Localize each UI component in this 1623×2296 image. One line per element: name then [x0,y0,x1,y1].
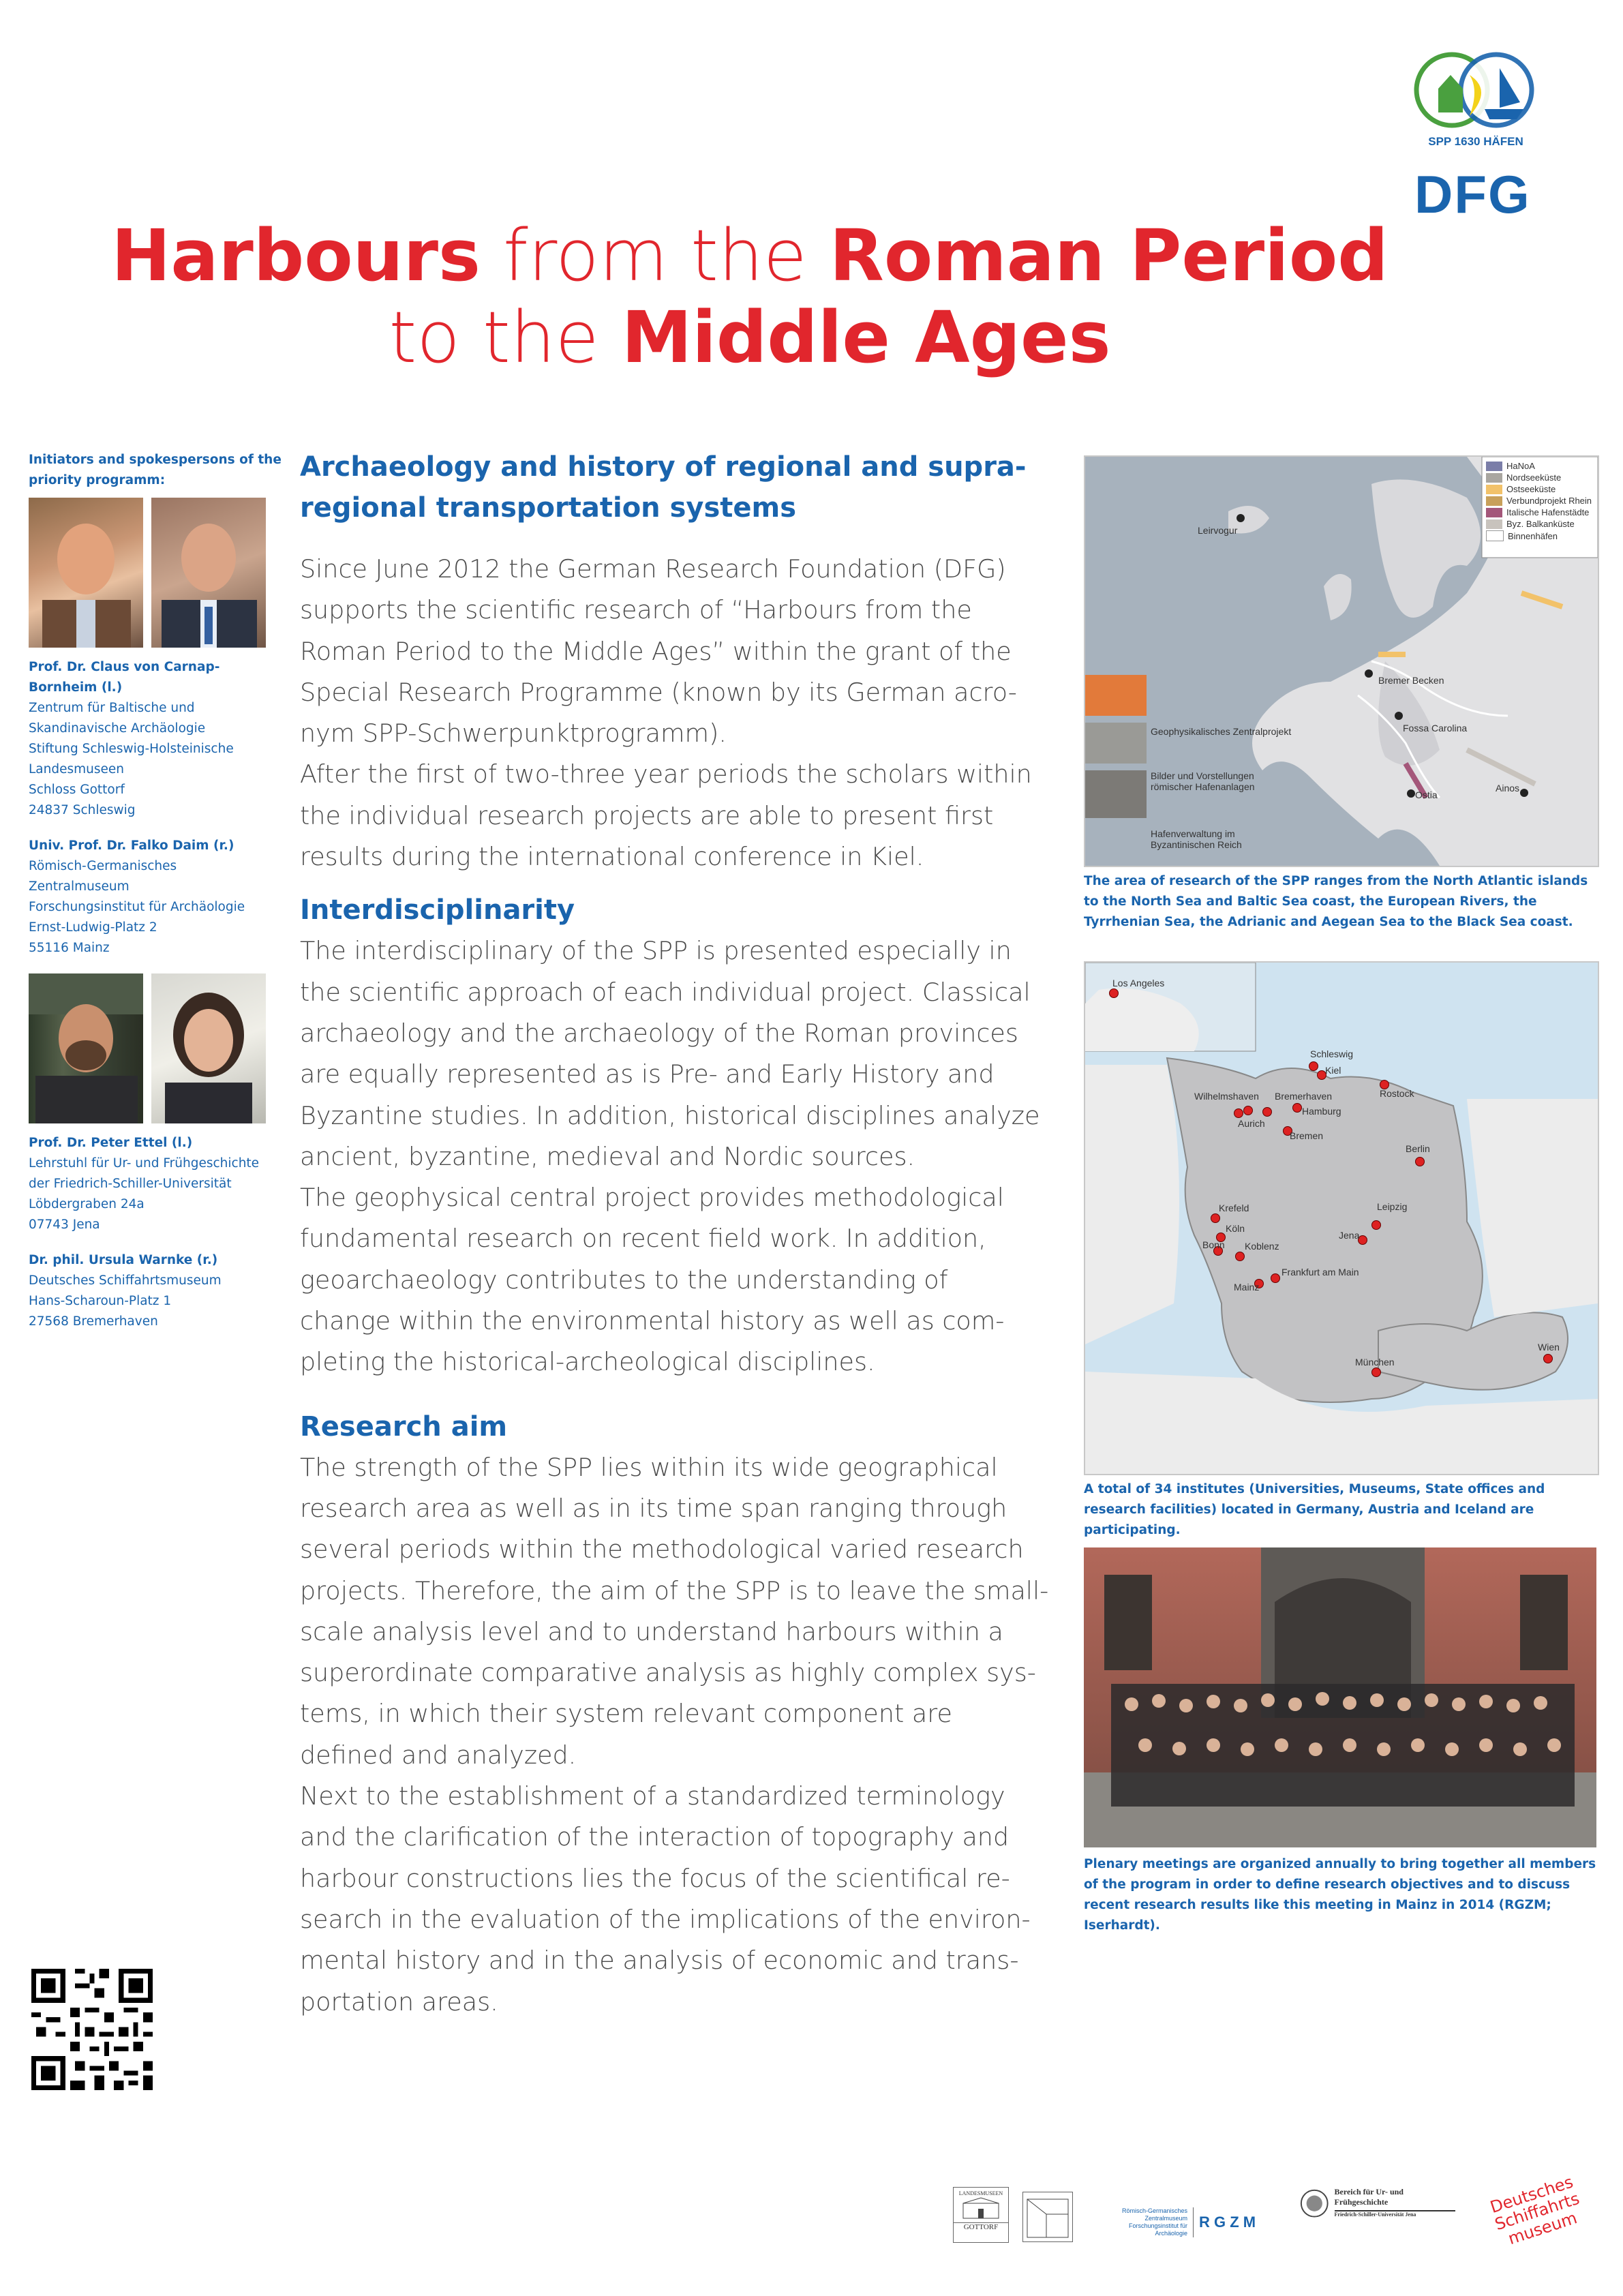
section-body: The strength of the SPP lies within its wide geographical research area as well as in its time span ranging through several periods within the methodological varied research projects. Therefore, the aim of the SPP is to leave the small- scale analysis level and to understand harbours within a superordinate comparative analysis as highly complex sys- tems, in which their system relevant component are defined and analyzed. Next to the establishment of a standardized terminology and the clarification of the interaction of topography and harbour constructions lies the focus of the scientifical re- search in the evaluation of the implications of the environ- mental history and in the analysis of economic and trans- portation areas. [300,1452,1049,2016]
map-city-label: München [1355,1357,1395,1368]
gottorf-logo-text: GOTTORF [954,2222,1008,2231]
portrait-photo [29,973,143,1123]
spp-logo [1411,48,1541,150]
map-inset-label: Hafenverwaltung im Byzantinischen Reich [1151,828,1242,850]
map-city-label: Berlin [1406,1143,1430,1154]
title-part: to the [389,296,622,379]
legend-label: Ostseeküste [1506,484,1556,494]
map-inset-label: Bilder und Vorstellungen römischer Hafenanlagen [1151,770,1255,792]
sidebar [29,450,288,1347]
person-line: Deutsches Schiffahrtsmuseum [29,1273,222,1288]
map-marker [1211,1213,1220,1223]
person-line: Römisch-Germanisches [29,859,177,873]
person-line: Zentrum für Baltische und [29,701,195,715]
person-entry [29,1133,288,1235]
figure-caption: Plenary meetings are organized annually to bring together all members of the program in order to define research objectives and to discuss recent research results like this meeting in Mainz in 2014 (RGZM; Iserhardt). [1084,1857,1596,1933]
map-place-label: Leirvogur [1198,525,1238,536]
person-entry [29,657,288,821]
jena-logo-title: Bereich für Ur- und Frühgeschichte [1334,2187,1404,2207]
section-heading: Archaeology and history of regional and supra- regional transportation systems [300,451,1027,524]
map-marker [1309,1061,1318,1071]
spp-logo-text: SPP 1630 HÄFEN [1428,135,1523,148]
figure-caption: A total of 34 institutes (Universities, Museums, State offices and research facilities) located in Germany, Austria and Iceland are participating. [1084,1482,1545,1537]
person-line: Hans-Scharoun-Platz 1 [29,1294,172,1308]
map-city-label: Jena [1339,1230,1360,1241]
map-legend [1486,461,1592,543]
map-marker [1243,1106,1253,1115]
portrait-photo [29,498,143,648]
person-name: Dr. phil. Ursula Warnke (r.) [29,1253,218,1267]
rgzm-logo-text: Römisch-Germanisches Zentralmuseum Forschungsinstitut für Archäologie [1112,2207,1194,2237]
map-city-label: Los Angeles [1112,978,1165,988]
map-city-label: Wilhelmshaven [1194,1091,1259,1102]
group-photo [1084,1547,1596,1847]
main-column [300,447,1063,2023]
map-city-label: Bremen [1290,1130,1324,1141]
jena-logo-subtitle: Friedrich-Schiller-Universität Jena [1335,2210,1455,2218]
legend-label: Byz. Balkanküste [1506,519,1575,529]
map-city-label: Hamburg [1302,1106,1341,1117]
map-city-label: Schleswig [1310,1048,1354,1059]
person-line: Zentralmuseum [29,879,130,894]
map-city-label: Krefeld [1219,1203,1249,1213]
map-marker [1543,1354,1553,1363]
map-marker [1271,1273,1280,1283]
section-heading: Interdisciplinarity [300,894,575,926]
photo-row-2 [29,973,288,1123]
map-marker [1292,1103,1302,1113]
germany-map [1084,961,1599,1475]
map-city-label: Mainz [1234,1282,1260,1293]
portrait-photo [151,498,266,648]
landesmuseen-box-logo [1022,2192,1073,2242]
map-marker [1415,1157,1425,1166]
legend-swatch [1486,519,1502,529]
person-line: Schloss Gottorf [29,783,125,797]
schiffahrtsmuseum-logo: Deutsches Schiffahrts museum [1487,2172,1582,2249]
person-name: Univ. Prof. Dr. Falko Daim (r.) [29,839,234,853]
gottorf-logo-top: LANDESMUSEEN [958,2190,1003,2196]
map-inset-label: Geophysikalisches Zentralprojekt [1151,726,1292,737]
legend-swatch [1486,508,1502,517]
section-body: The interdisciplinary of the SPP is presented especially in the scientific approach of each individual project. Classical archaeology and the archaeology of the Roman provinces are equally represented as is Pre- and Early History and Byzantine studies. In addition, historical disciplines analyze ancient, byzantine, medieval and Nordic sources. The geophysical central project provides methodological fundamental research on recent field work. In addition, geoarchaeology contributes to the understanding of change within the environmental history as well as com- pleting the historical-archeological disciplines. [300,936,1040,1377]
person-line: Ernst-Ludwig-Platz 2 [29,920,157,935]
map-city-label: Bonn [1202,1239,1225,1250]
university-seal-icon [1299,2187,1331,2228]
legend-swatch [1486,530,1504,541]
map-place-label: Ainos [1496,783,1520,794]
map-city-label: Kiel [1325,1065,1341,1076]
map-marker [1109,988,1119,998]
portrait-photo [151,973,266,1123]
person-line: 24837 Schleswig [29,803,136,817]
page-title [0,215,1500,378]
map-marker [1235,1252,1245,1261]
legend-swatch [1486,473,1502,483]
legend-label: Italische Hafenstädte [1506,507,1590,517]
map-city-label: Bremerhaven [1275,1091,1333,1102]
map-place-label: Ostia [1415,789,1438,800]
legend-label: Binnenhäfen [1508,530,1558,541]
person-line: 55116 Mainz [29,941,110,955]
map-city-label: Leipzig [1377,1201,1408,1212]
photo-row-1 [29,498,288,648]
person-line: Stiftung Schleswig-Holsteinische [29,742,234,756]
map-marker [1371,1368,1381,1377]
map-city-label: Koblenz [1245,1241,1279,1252]
legend-label: Verbundprojekt Rhein [1506,496,1592,506]
map-city-label: Aurich [1238,1118,1265,1129]
person-entry [29,836,288,958]
sidebar-heading: Initiators and spokespersons of the priority programm: [29,453,282,487]
rgzm-logo-mark: R G Z M [1199,2214,1256,2231]
map-city-label: Frankfurt am Main [1281,1267,1359,1278]
map-city-label: Rostock [1380,1088,1414,1099]
map-city-label: Köln [1226,1223,1245,1234]
person-line: Lehrstuhl für Ur- und Frühgeschichte [29,1156,260,1170]
map-place-label: Fossa Carolina [1403,723,1468,734]
rgzm-logo [1112,2207,1276,2237]
map-city-label: Wien [1538,1342,1560,1353]
person-line: Skandinavische Archäologie [29,721,206,736]
person-line: 07743 Jena [29,1218,100,1232]
legend-swatch [1486,485,1502,494]
title-part: from the [480,214,830,297]
legend-swatch [1486,496,1502,506]
legend-swatch [1486,462,1502,471]
gottorf-logo [953,2187,1009,2243]
person-line: der Friedrich-Schiller-Universität [29,1177,232,1191]
legend-label: Nordseeküste [1506,472,1562,483]
map-marker [1371,1220,1381,1230]
person-line: 27568 Bremerhaven [29,1314,158,1329]
qr-code[interactable] [31,1969,153,2090]
person-name: Prof. Dr. Claus von Carnap-Bornheim (l.) [29,660,220,695]
person-entry [29,1250,288,1332]
person-line: Landesmuseen [29,762,125,776]
figure-caption: The area of research of the SPP ranges from the North Atlantic islands to the North Sea and Baltic Sea coast, the European Rivers, the Tyrrhenian Sea, the Adrianic and Aegean Sea to the Black Sea coast. [1084,874,1588,929]
map-marker [1262,1107,1272,1117]
person-line: Löbdergraben 24a [29,1197,145,1211]
dfg-logo: DFG [1414,164,1531,224]
europe-map [1084,455,1599,867]
person-line: Forschungsinstitut für Archäologie [29,900,245,914]
section-body: Since June 2012 the German Research Foundation (DFG) supports the scientific research of “Harbours from the Roman Period to the Middle Ages” within the grant of the Special Research Programme (known by its German acro- nym SPP-Schwerpunktprogramm). After the first of two-three year periods the scholars within the individual research projects are able to present first results during the international conference in Kiel. [300,554,1032,872]
title-part: Roman Period [829,214,1389,297]
title-part: Middle Ages [621,296,1111,379]
title-part: Harbours [111,214,481,297]
jena-logo [1299,2187,1455,2228]
legend-label: HaNoA [1506,461,1535,471]
map-place-label: Bremer Becken [1378,675,1444,686]
person-name: Prof. Dr. Peter Ettel (l.) [29,1136,193,1150]
map-marker [1234,1108,1243,1118]
section-heading: Research aim [300,1410,508,1442]
